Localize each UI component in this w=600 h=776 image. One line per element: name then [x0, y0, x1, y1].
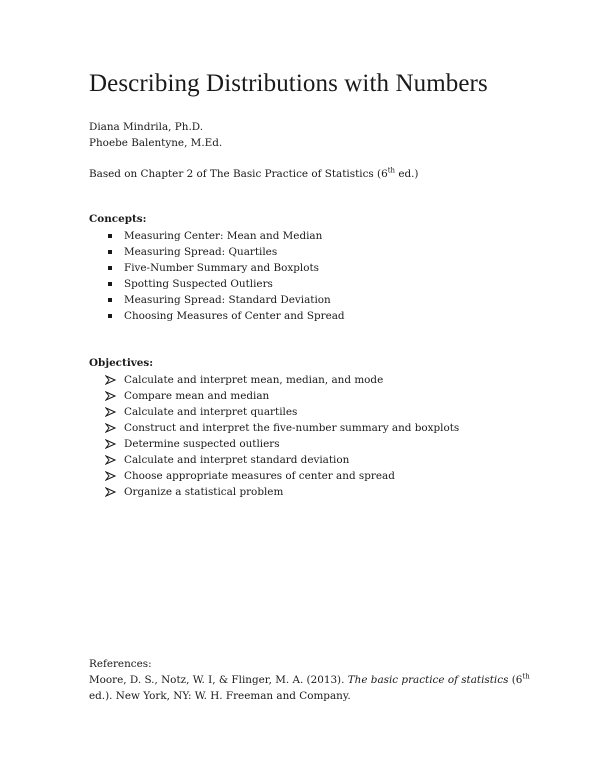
concept-label: Five-Number Summary and Boxplots [124, 262, 319, 274]
reference-entry [89, 672, 530, 688]
square-bullet-icon [108, 298, 112, 302]
based-on-suffix: ed.) [395, 168, 419, 180]
reference-book-title: The basic practice of statistics [347, 674, 509, 686]
concept-label: Choosing Measures of Center and Spread [124, 310, 345, 322]
objective-label: Organize a statistical problem [124, 486, 284, 498]
list-item [105, 276, 345, 292]
list-item [105, 308, 345, 324]
objective-label: Calculate and interpret mean, median, and mode [124, 374, 384, 386]
objective-label: Determine suspected outliers [124, 438, 280, 450]
concept-label: Spotting Suspected Outliers [124, 278, 273, 290]
objectives-heading: Objectives: [89, 357, 154, 369]
author-1: Diana Mindrila, Ph.D. [89, 121, 204, 133]
objective-label: Calculate and interpret quartiles [124, 406, 298, 418]
arrow-bullet-icon [105, 375, 116, 385]
square-bullet-icon [108, 266, 112, 270]
objective-label: Calculate and interpret standard deviation [124, 454, 350, 466]
based-on-superscript: th [387, 166, 396, 175]
objective-label: Construct and interpret the five-number summary and boxplots [124, 422, 460, 434]
arrow-bullet-icon [105, 439, 116, 449]
arrow-bullet-icon [105, 423, 116, 433]
square-bullet-icon [108, 314, 112, 318]
document-title: Describing Distributions with Numbers [89, 70, 488, 97]
objectives-list [105, 372, 459, 500]
based-on-text: Based on Chapter 2 of The Basic Practice of Statistics (6 [89, 168, 388, 180]
list-item [105, 388, 459, 404]
objective-label: Compare mean and median [124, 390, 270, 402]
list-item [105, 260, 345, 276]
arrow-bullet-icon [105, 391, 116, 401]
reference-edition: (6 [508, 674, 523, 686]
objective-label: Choose appropriate measures of center and spread [124, 470, 395, 482]
list-item [105, 420, 459, 436]
list-item [105, 404, 459, 420]
concepts-heading: Concepts: [89, 213, 147, 225]
list-item [105, 228, 345, 244]
list-item [105, 372, 459, 388]
reference-superscript: th [522, 672, 530, 681]
list-item [105, 468, 459, 484]
list-item [105, 452, 459, 468]
references-label: References: [89, 658, 152, 670]
arrow-bullet-icon [105, 471, 116, 481]
list-item [105, 292, 345, 308]
based-on-note [89, 166, 418, 182]
square-bullet-icon [108, 234, 112, 238]
concepts-list [105, 228, 345, 324]
square-bullet-icon [108, 282, 112, 286]
author-2: Phoebe Balentyne, M.Ed. [89, 137, 223, 149]
list-item [105, 244, 345, 260]
concept-label: Measuring Center: Mean and Median [124, 230, 323, 242]
concept-label: Measuring Spread: Quartiles [124, 246, 278, 258]
reference-publisher: ed.). New York, NY: W. H. Freeman and Company. [89, 690, 351, 702]
concept-label: Measuring Spread: Standard Deviation [124, 294, 331, 306]
arrow-bullet-icon [105, 455, 116, 465]
list-item [105, 484, 459, 500]
list-item [105, 436, 459, 452]
arrow-bullet-icon [105, 407, 116, 417]
square-bullet-icon [108, 250, 112, 254]
reference-authors: Moore, D. S., Notz, W. I, & Flinger, M. A. (2013). [89, 674, 348, 686]
arrow-bullet-icon [105, 487, 116, 497]
